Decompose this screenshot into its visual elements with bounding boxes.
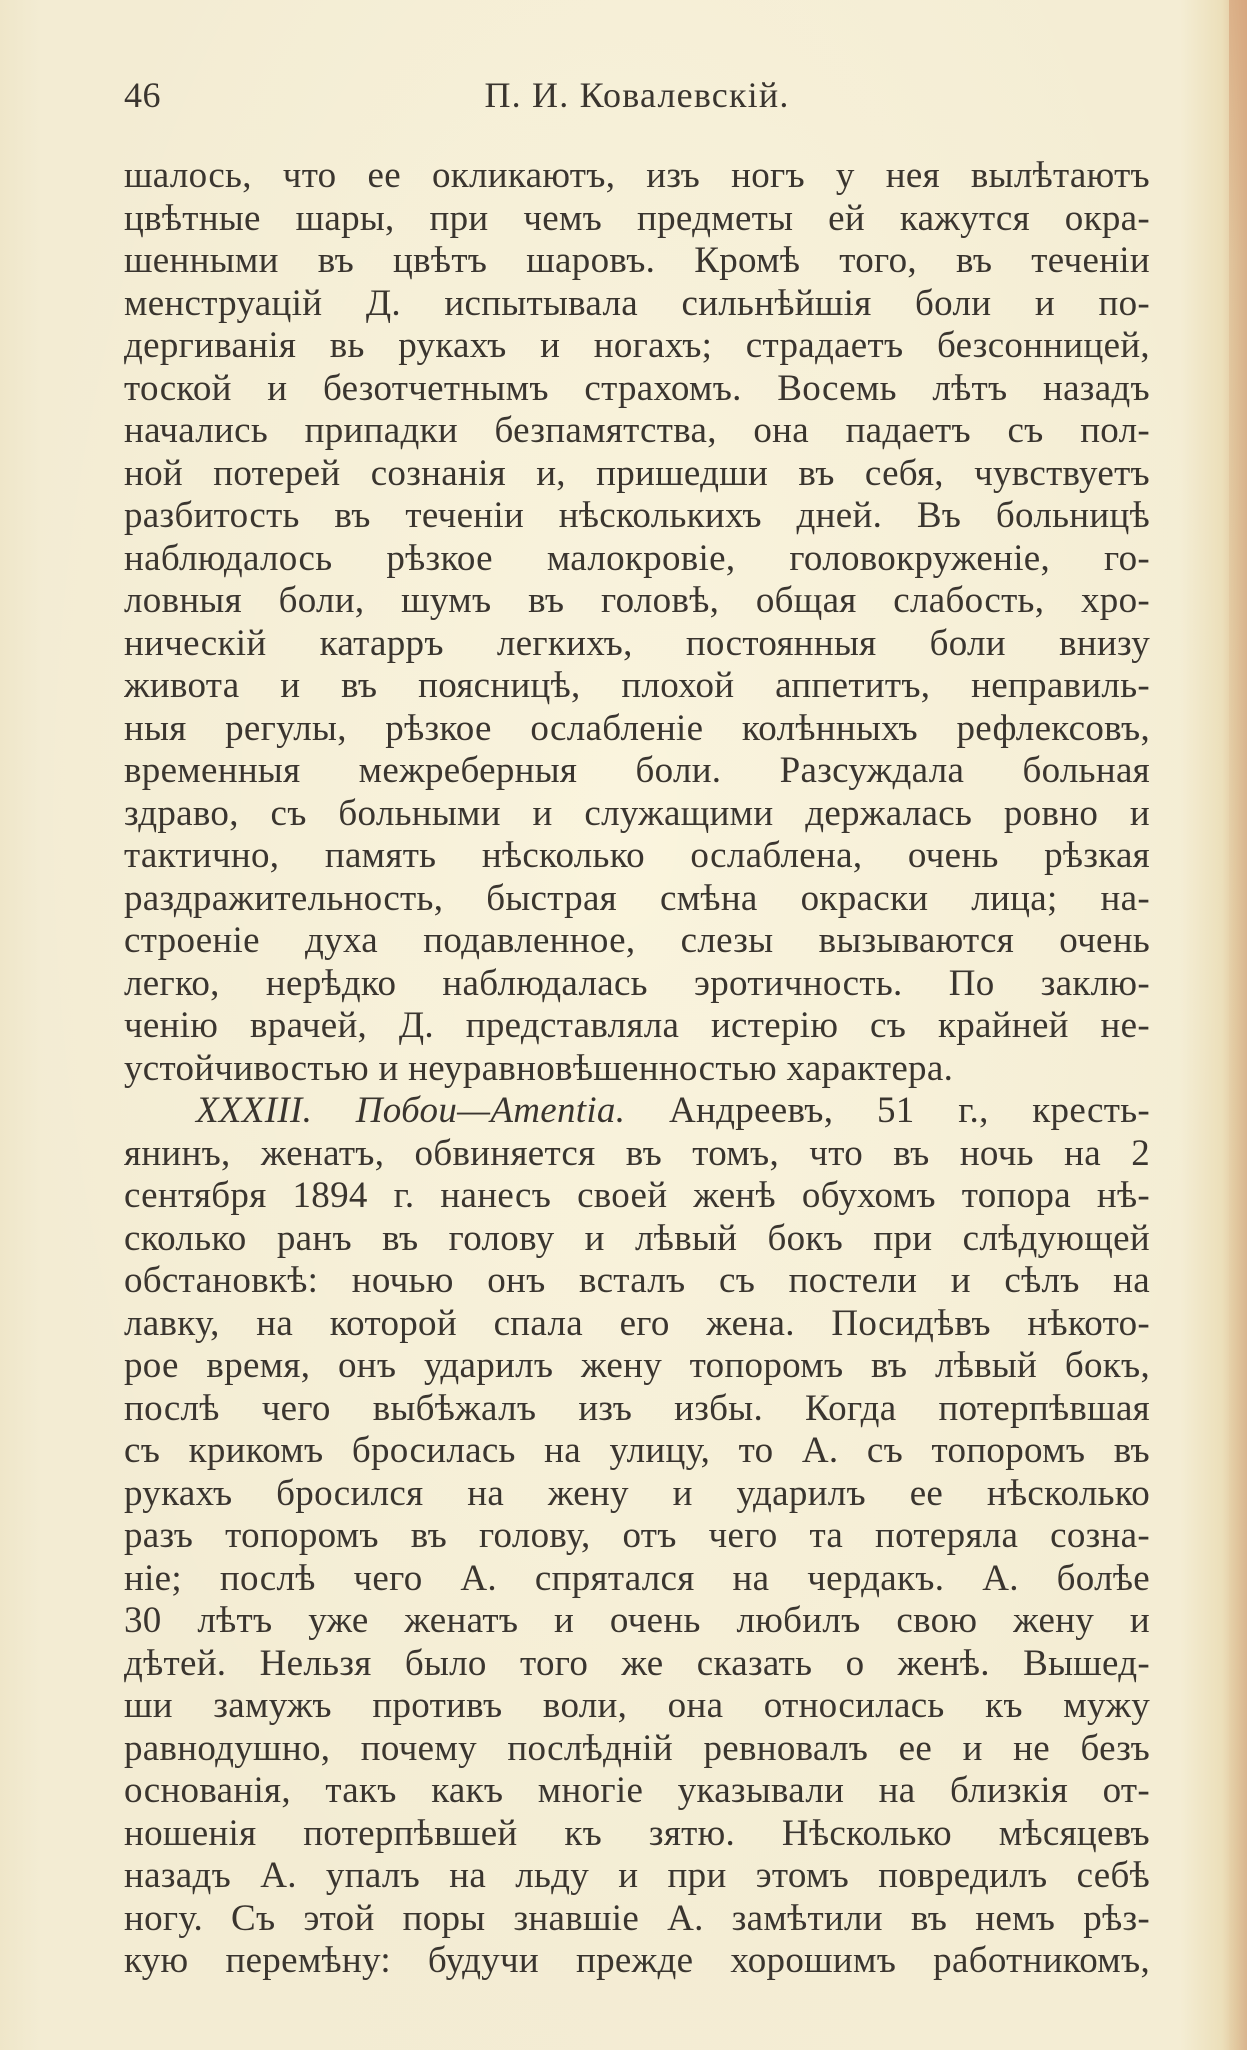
- text-line: рое время, онъ ударилъ жену топоромъ въ лѣвый бокъ,: [124, 1345, 1150, 1386]
- text-line: тоской и безотчетнымъ страхомъ. Восемь лѣтъ назадъ: [124, 367, 1150, 409]
- text-line: ношенія потерпѣвшей къ зятю. Нѣсколько мѣсяцевъ: [124, 1812, 1150, 1854]
- text-line: янинъ, женатъ, обвиняется въ томъ, что въ ночь на 2: [124, 1132, 1150, 1174]
- text-line: ченію врачей, Д. представляла истерію съ крайней не-: [124, 1005, 1150, 1046]
- text-line: живота и въ поясницѣ, плохой аппетитъ, неправиль-: [124, 665, 1150, 706]
- running-title: П. И. Ковалевскій.: [484, 75, 790, 115]
- text-line: ловныя боли, шумъ въ головѣ, общая слабость, хро-: [124, 580, 1150, 621]
- text-line: съ крикомъ бросилась на улицу, то А. съ топоромъ въ: [124, 1430, 1150, 1471]
- text-line: ногу. Съ этой поры знавшіе А. замѣтили въ немъ рѣз-: [124, 1897, 1150, 1939]
- text-line: ническій катарръ легкихъ, постоянныя боли внизу: [124, 622, 1150, 664]
- text-line: назадъ А. упалъ на льду и при этомъ повредилъ себѣ: [124, 1855, 1150, 1896]
- text-line: ныя регулы, рѣзкое ослабленіе колѣнныхъ рефлексовъ,: [124, 707, 1150, 749]
- text-line: разбитость въ теченіи нѣсколькихъ дней. Въ больницѣ: [124, 495, 1150, 536]
- text-line: равнодушно, почему послѣдній ревновалъ ее и не безъ: [124, 1727, 1150, 1769]
- text-line: дергиванія вь рукахъ и ногахъ; страдаетъ безсонницей,: [124, 325, 1150, 366]
- text-line: 30 лѣтъ уже женатъ и очень любилъ свою жену и: [124, 1600, 1150, 1641]
- section-first-line: [124, 1090, 1150, 1133]
- text-line: тактично, память нѣсколько ослаблена, очень рѣзкая: [124, 835, 1150, 876]
- text-line: шенными въ цвѣтъ шаровъ. Кромѣ того, въ теченіи: [124, 240, 1150, 281]
- text-line: строеніе духа подавленное, слезы вызываются очень: [124, 920, 1150, 961]
- text-line: лавку, на которой спала его жена. Посидѣвъ нѣкото-: [124, 1302, 1150, 1344]
- text-line: ной потерей сознанія и, пришедши въ себя, чувствуетъ: [124, 452, 1150, 494]
- text-line: менструацій Д. испытывала сильнѣйшія боли и по-: [124, 282, 1150, 324]
- text-line: временныя межреберныя боли. Разсуждала больная: [124, 750, 1150, 791]
- section-heading: XXXIII. Побои—Amentia.: [196, 1090, 626, 1131]
- text-line: обстановкѣ: ночью онъ всталъ съ постели и сѣлъ на: [124, 1260, 1150, 1301]
- text-line: послѣ чего выбѣжалъ изъ избы. Когда потерпѣвшая: [124, 1387, 1150, 1429]
- text-line: начались припадки безпамятства, она падаетъ съ пол-: [124, 410, 1150, 451]
- text-line: здраво, съ больными и служащими держалась ровно и: [124, 792, 1150, 834]
- page-edge-shadow: [1229, 0, 1247, 2050]
- text-line: сентября 1894 г. нанесъ своей женѣ обухомъ топора нѣ-: [124, 1175, 1150, 1216]
- page-number: 46: [124, 75, 161, 115]
- text-line: ши замужъ противъ воли, она относилась къ мужу: [124, 1685, 1150, 1726]
- text-line: сколько ранъ въ голову и лѣвый бокъ при слѣдующей: [124, 1217, 1150, 1259]
- text-line: разъ топоромъ въ голову, отъ чего та потеряла созна-: [124, 1515, 1150, 1556]
- text-line: основанія, такъ какъ многіе указывали на близкія от-: [124, 1770, 1150, 1811]
- text-line: раздражительность, быстрая смѣна окраски лица; на-: [124, 877, 1150, 919]
- page-header: [124, 72, 1150, 118]
- text-line: шалось, что ее окликаютъ, изъ ногъ у нея вылѣтаютъ: [124, 155, 1150, 196]
- text-line: ніе; послѣ чего А. спрятался на чердакъ. А. болѣе: [124, 1557, 1150, 1599]
- text-line: дѣтей. Нельзя было того же сказать о женѣ. Вышед-: [124, 1642, 1150, 1684]
- text-line: цвѣтные шары, при чемъ предметы ей кажутся окра-: [124, 197, 1150, 239]
- text-line: легко, нерѣдко наблюдалась эротичность. По заклю-: [124, 962, 1150, 1004]
- text-line: наблюдалось рѣзкое малокровіе, головокруженіе, го-: [124, 537, 1150, 579]
- text-line: рукахъ бросился на жену и ударилъ ее нѣсколько: [124, 1472, 1150, 1514]
- text-line-segment: Андреевъ, 51 г., кресть-: [668, 1090, 1150, 1131]
- text-line: кую перемѣну: будучи прежде хорошимъ работникомъ,: [124, 1940, 1150, 1981]
- body-text: [124, 155, 1150, 1983]
- text-line: устойчивостью и неуравновѣшенностью характера.: [124, 1047, 954, 1089]
